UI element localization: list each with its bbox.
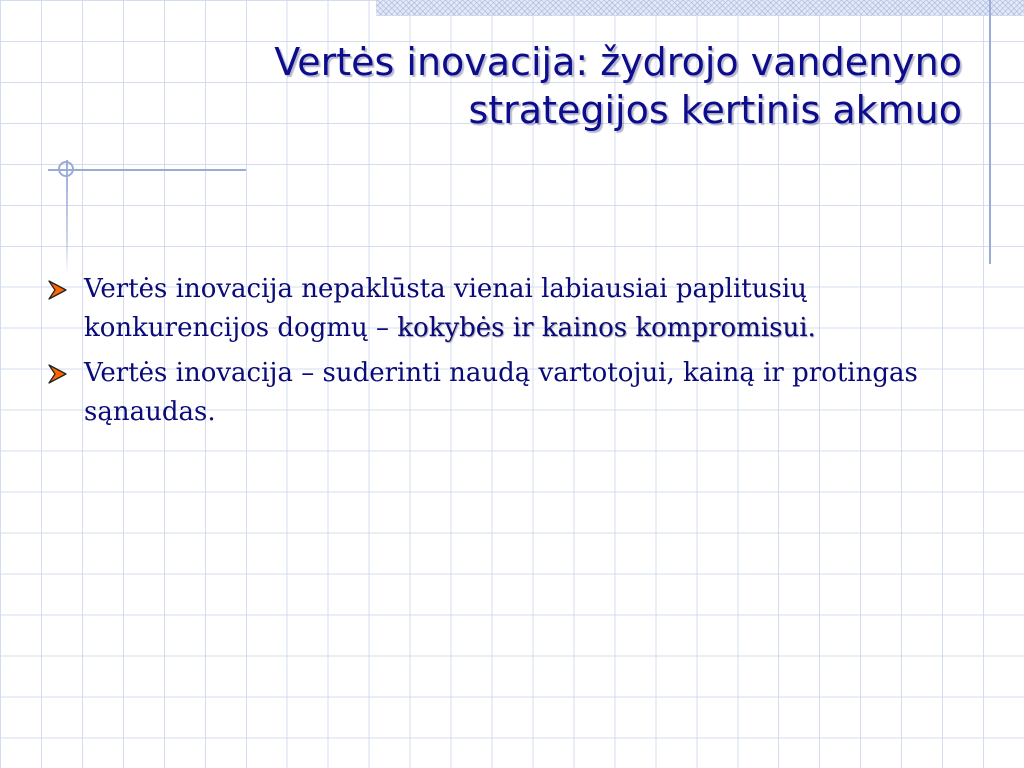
slide-title	[62, 38, 962, 134]
decorative-left-line	[66, 160, 68, 275]
bullet-1-text: Vertės inovacija nepaklūsta vienai labiausiai paplitusių konkurencijos dogmų –	[84, 274, 807, 343]
bullet-1-highlight: kokybės ir kainos kompromisui.	[397, 313, 816, 343]
bullet-list	[46, 270, 966, 438]
decorative-top-band	[376, 0, 1024, 16]
decorative-horizontal-line	[48, 169, 246, 171]
bullet-2-text: Vertės inovacija – suderinti naudą vartotojui, kainą ir protingas sąnaudas.	[84, 358, 918, 427]
arrow-right-icon	[46, 279, 68, 301]
arrow-right-icon	[46, 363, 68, 385]
decorative-right-line	[989, 0, 991, 264]
slide-title-line-2: strategijos kertinis akmuo	[468, 88, 962, 132]
bullet-item-2	[46, 354, 966, 432]
slide-title-line-1: Vertės inovacija: žydrojo vandenyno	[274, 40, 962, 84]
bullet-item-1	[46, 270, 966, 348]
decorative-ring-icon	[58, 161, 74, 177]
